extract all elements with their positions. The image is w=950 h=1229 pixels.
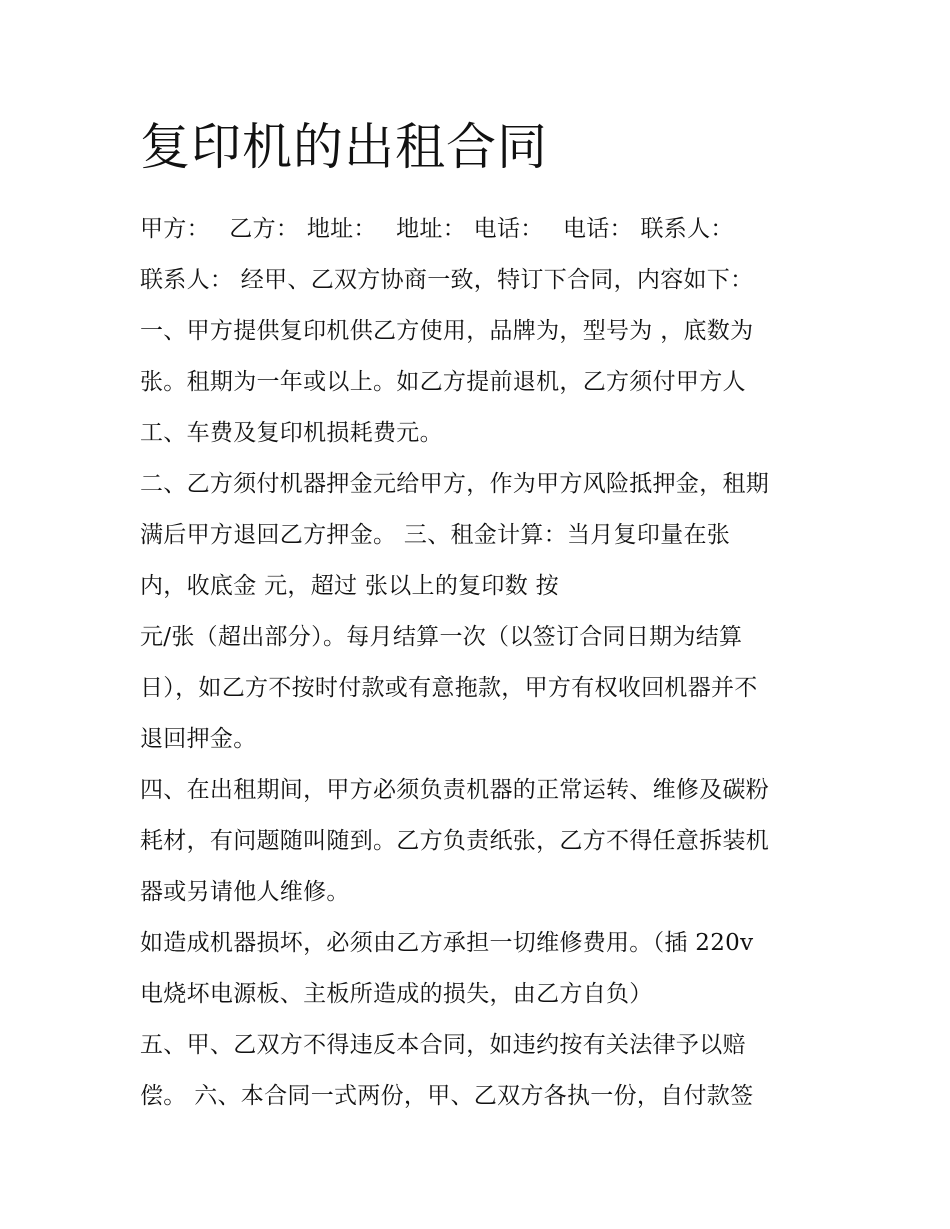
body-line: 器或另请他人维修。 [140, 879, 350, 905]
body-line: 五、甲、乙双方不得违反本合同，如违约按有关法律予以赔 [140, 1032, 746, 1058]
document-title: 复印机的出租合同 [140, 118, 548, 176]
document-body [140, 204, 830, 1122]
body-line: 联系人： 经甲、乙双方协商一致，特订下合同，内容如下： [140, 267, 754, 293]
body-line: 偿。 六、本合同一式两份，甲、乙双方各执一份，自付款签 [140, 1083, 754, 1109]
body-line: 电烧坏电源板、主板所造成的损失，由乙方自负） [140, 981, 653, 1007]
body-line: 满后甲方退回乙方押金。 三、租金计算：当月复印量在张 [140, 522, 731, 548]
document-page [140, 112, 830, 1122]
body-line: 如造成机器损坏，必须由乙方承担一切维修费用。（插 220v [140, 930, 754, 956]
body-line: 甲方： 乙方： 地址： 地址： 电话： 电话： 联系人： [140, 216, 734, 242]
body-line: 工、车费及复印机损耗费元。 [140, 420, 443, 446]
body-line: 元/张（超出部分）。每月结算一次（以签订合同日期为结算 [140, 624, 743, 650]
body-line: 二、乙方须付机器押金元给甲方，作为甲方风险抵押金，租期 [140, 471, 770, 497]
body-line: 耗材，有问题随叫随到。乙方负责纸张，乙方不得任意拆装机 [140, 828, 770, 854]
body-line: 日），如乙方不按时付款或有意拖款，甲方有权收回机器并不 [140, 675, 758, 701]
body-line: 内，收底金 元，超过 张以上的复印数 按 [140, 573, 559, 599]
body-line: 退回押金。 [140, 726, 257, 752]
body-line: 张。租期为一年或以上。如乙方提前退机，乙方须付甲方人 [140, 369, 746, 395]
body-line: 一、甲方提供复印机供乙方使用，品牌为，型号为 ，底数为 [140, 318, 754, 344]
body-line: 四、在出租期间，甲方必须负责机器的正常运转、维修及碳粉 [140, 777, 770, 803]
